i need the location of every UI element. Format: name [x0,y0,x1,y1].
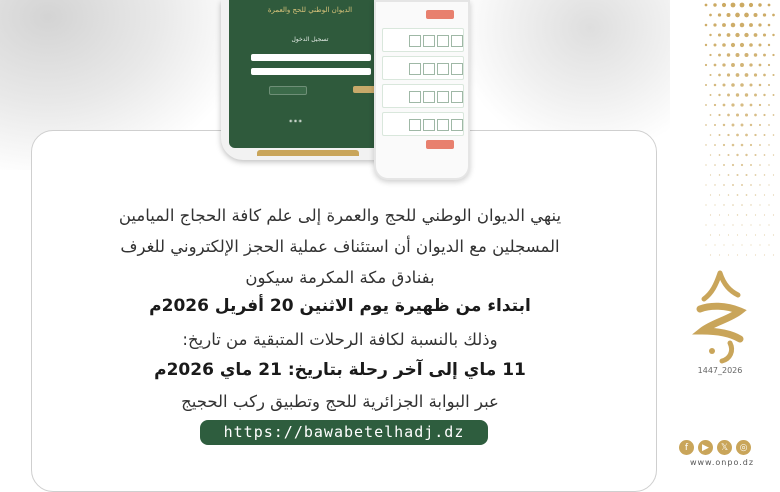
phone-mockup [374,0,470,180]
portal-url-link[interactable]: https://bawabetelhadj.dz [200,420,488,445]
phone-bottom-button[interactable] [426,140,454,149]
announcement-line-7: عبر البوابة الجزائرية للحج وتطبيق ركب الحجيج [181,392,499,411]
announcement-line-3: بفنادق مكة المكرمة سيكون [245,268,435,287]
phone-top-button[interactable] [426,10,454,19]
tablet-footer: ◉ ◉ ◉ [289,118,303,123]
announcement-line-2: المسجلين مع الديوان أن استئناف عملية الحجز الإلكتروني للغرف [120,237,560,256]
gold-dot-pattern [700,0,780,260]
phone-room-row[interactable] [382,112,464,136]
phone-room-row[interactable] [382,28,464,52]
announcement-trip-range: 11 ماي إلى آخر رحلة بتاريخ: 21 ماي 2026م [154,360,526,380]
tablet-bottom-bar [257,150,359,156]
logo-year-label: 1447_2026 [697,366,743,375]
tablet-mockup [221,0,399,160]
social-links [679,440,759,456]
phone-room-row[interactable] [382,56,464,80]
tablet-app-title: الديوان الوطني للحج والعمرة [267,6,353,14]
background-crowd-image-right [470,0,670,140]
announcement-line-1: ينهي الديوان الوطني للحج والعمرة إلى علم كافة الحجاج الميامين [118,206,562,225]
tablet-login-label: تسجيل الدخول [291,36,329,43]
tablet-screen [229,0,391,148]
announcement-start-date: ابتداء من ظهيرة يوم الاثنين 20 أفريل 2026م [149,296,531,316]
youtube-icon[interactable]: ▶ [698,440,713,455]
x-icon[interactable]: 𝕏 [717,440,732,455]
tablet-phone-field[interactable] [251,54,371,61]
phone-room-row[interactable] [382,84,464,108]
facebook-icon[interactable]: f [679,440,694,455]
tablet-password-field[interactable] [251,68,371,75]
tablet-forgot-link[interactable] [269,86,307,95]
website-label[interactable]: www.onpo.dz [689,458,755,467]
hajj-2026-logo [690,265,750,370]
announcement-line-5: وذلك بالنسبة لكافة الرحلات المتبقية من تاريخ: [182,330,498,349]
instagram-icon[interactable]: ◎ [736,440,751,455]
